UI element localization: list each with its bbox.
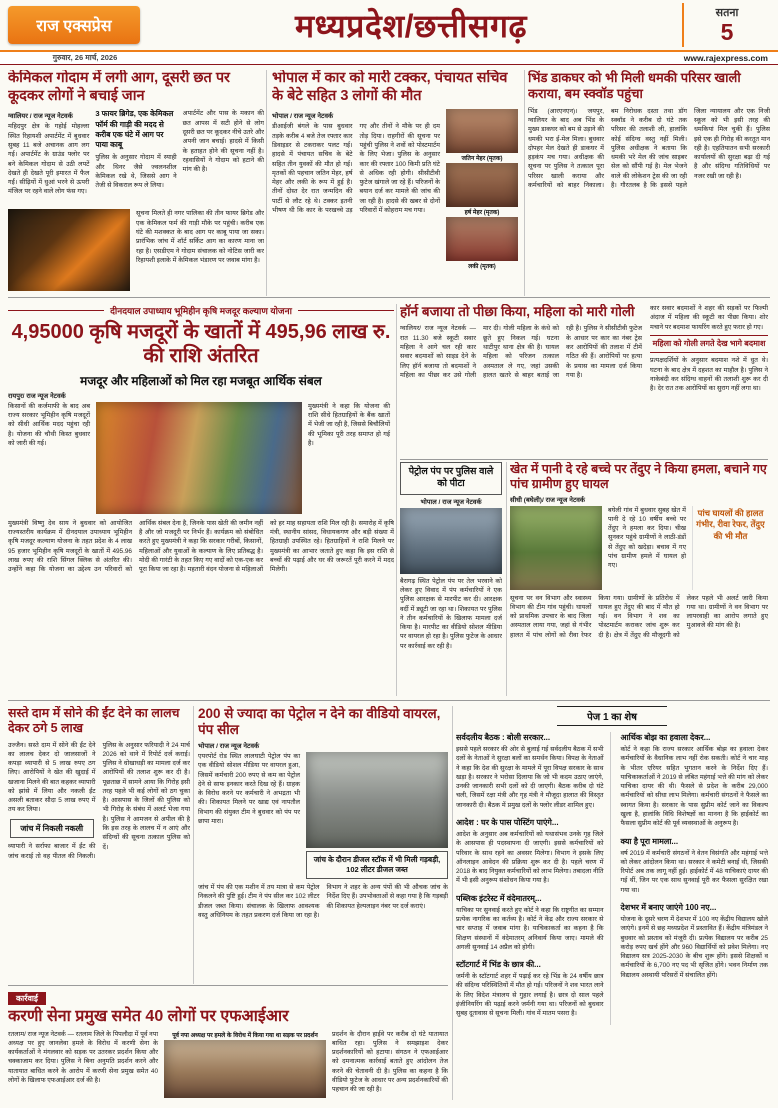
item-headline: स्टॉटगार्ट में भिंड के छात्र की... [456,960,541,970]
issue-date: गुरुवार, 26 मार्च, 2026 [52,53,118,62]
body-text: कोर्ट ने कहा कि राज्य सरकार आर्थिक बोझ का हवाला देकर कर्मचारियों के वैधानिक लाभ नहीं रोक सकती। कोर्ट ने चार माह के भीतर एरियर सहित भुगतान करने के निर्देश दिए हैं। याचिकाकर्ताओं ने 2019 से लंबित महंगाई भत्ते की मांग को लेकर याचिका दायर की थी। फैसले से प्रदेश के करीब 29,000 कर्मचारियों को सीधा लाभ मिलेगा। कर्मचारी संगठनों ने फैसले का स्वागत किया है। सरकार के पास सुप्रीम कोर्ट जाने का विकल्प खुला है, हालांकि विधि विशेषज्ञों का मानना है कि हाईकोर्ट का फैसला सुप्रीम कोर्ट की पूर्व व्यवस्थाओं के अनुरूप है। [620,746,768,828]
article-horn-shooting [400,304,768,456]
body-text: किसानों की कर्जमाफी के बाद अब राज्य सरकार भूमिहीन कृषि मजदूरों को सीधी आर्थिक मदद पहुंचा रही है। योजना की चौथी किस्त बुधवार को जारी की गई। [8,402,90,447]
item-headline: देशभर में बनाए जाएंगे 100 नए... [620,902,717,912]
item-headline: आर्थिक बोझ का हवाला देकर... [620,733,711,742]
body-text [8,741,190,963]
article-headline: भोपाल में कार को मारी टक्कर, पंचायत सचिव के बेटे सहित 3 लोगों की मौत [272,70,508,104]
item-headline: पब्लिक इंटरेस्ट में वंदेमातरम्... [456,893,542,903]
continuation-column-left [456,732,611,1025]
body-text: इससे पहले सरकार की ओर से बुलाई गई सर्वदलीय बैठक में सभी दलों के नेताओं ने सुरक्षा बलों का समर्थन किया। विपक्ष के नेताओं ने कहा कि देश की सुरक्षा के मामले में पूरा विपक्ष सरकार के साथ खड़ा है। सरकार ने भरोसा दिलाया कि जो भी कदम उठाए जाएंगे, उनकी जानकारी सभी दलों को दी जाएगी। बैठक करीब दो घंटे चली, जिसमें रक्षा मंत्री और गृह मंत्री ने मौजूदा हालात की विस्तृत जानकारी दी। बैठक में प्रमुख दलों के फ्लोर लीडर शामिल हुए। [456,746,604,809]
photo-caption: जतिन मेहर (मृतक) [461,156,503,163]
article-subhead: मजदूर और महिलाओं को मिल रहा मजबूत आर्थिक संबल [80,373,322,388]
body-text: सूचना पर वन विभाग और स्वास्थ्य विभाग की टीम गांव पहुंची। घायलों को प्राथमिक उपचार के बाद जिला अस्पताल लाया गया, जहां से गंभीर हालत में पांच लोगों को रीवा रेफर किया गया। ग्रामीणों के प्रतिरोध में घायल हुए तेंदुए की बाद में मौत हो गई। वन विभाग ने शव का पोस्टमार्टम कराकर जांच शुरू कर दी है। क्षेत्र में तेंदुए की मौजूदगी को लेकर पहले भी अलर्ट जारी किया गया था। ग्रामीणों ने वन विभाग पर लापरवाही का आरोप लगाते हुए मुआवजे की मांग की है। [510,594,768,639]
divider [8,700,770,701]
body-text: ग्वालियर/ राज न्यूज नेटवर्क — रात 11.30 बजे स्कूटी सवार महिला ने आगे चल रही कार सवार बदमाशों को साइड देने के लिए हॉर्न बजाया तो बदमाशों ने महिला का पीछा कर उसे गोली मार दी। गोली महिला के कंधे को छूते हुए निकल गई। घटना थाटीपुर थाना क्षेत्र की है। घायल महिला को परिजन तत्काल अस्पताल ले गए, जहां उसकी हालत खतरे से बाहर बताई जा रही है। पुलिस ने सीसीटीवी फुटेज के आधार पर कार का नंबर ट्रेस कर आरोपियों की तलाश में टीमें गठित की हैं। आरोपियों पर हत्या के प्रयास का मामला दर्ज किया गया है। [400,325,642,379]
article-headline: 4,95000 कृषि मजदूरों के खातों में 495,96 लाख रु. की राशि अंतरित [11,321,391,368]
body-text: भिंड (आरएनएन)। जयपुर, ग्वालियर के बाद अब भिंड के मुख्य डाकघर को बम से उड़ाने की धमकी भरा ई-मेल मिला। बुधवार दोपहर मेल देखते ही डाकघर में हड़कंप मच गया। अधीक्षक की सूचना पर पुलिस ने तत्काल पूरा परिसर खाली कराया और कर्मचारियों को बाहर निकाला। बम निरोधक दस्ता तथा डॉग स्क्वॉड ने करीब दो घंटे तक परिसर की तलाशी ली, हालांकि कोई संदिग्ध वस्तु नहीं मिली। पुलिस अधीक्षक ने बताया कि धमकी भरे मेल की जांच साइबर सेल को सौंपी गई है। मेल भेजने वाले की लोकेशन ट्रेस की जा रही है। गौरतलब है कि इससे पहले जिला न्यायालय और एक निजी स्कूल को भी इसी तरह की धमकियां मिल चुकी हैं। पुलिस इसे एक ही गिरोह की करतूत मान रही है। एहतियातन सभी सरकारी कार्यालयों की सुरक्षा बढ़ा दी गई है और संदिग्ध गतिविधियों पर नजर रखी जा रही है। [528,107,770,189]
article-leopard-attack [510,462,768,696]
article-petrol-video [198,706,448,984]
article-column [95,109,176,205]
body-text: जर्मनी के स्टॉटगार्ट शहर में पढ़ाई कर रहे भिंड के 24 वर्षीय छात्र की संदिग्ध परिस्थितियों में मौत हो गई। परिजनों ने शव भारत लाने के लिए विदेश मंत्रालय से गुहार लगाई है। छात्र दो साल पहले इंजीनियरिंग की पढ़ाई करने जर्मनी गया था। परिजनों को बुधवार सुबह दूतावास से सूचना मिली। गांव में मातम पसरा है। [456,973,604,1018]
highlight-box: पांच घायलों की हालत गंभीर, रीवा रेफर, तेंदुए की भी मौत [692,506,768,590]
continuation-item [456,959,604,1018]
article-headline: खेत में पानी दे रहे बच्चे पर तेंदुए ने किया हमला, बचाने गए पांच ग्रामीण हुए घायल [510,462,767,492]
body-text: डीआईजी बंगले के पास बुधवार तड़के करीब 4 बजे तेज रफ्तार कार डिवाइडर से टकराकर पलट गई। हादसे में पंचायत सचिव के बेटे सहित तीन युवकों की मौत हो गई। मृतकों की पहचान जतिन मेहर, हर्ष मेहर और लकी के रूप में हुई है। तीनों दोस्त देर रात जन्मदिन की पार्टी से लौट रहे थे। टक्कर इतनी भीषण थी कि कार के परखच्चे उड़ गए और तीनों ने मौके पर ही दम तोड़ दिया। राहगीरों की सूचना पर पहुंची पुलिस ने शवों को पोस्टमार्टम के लिए भेजा। पुलिस के अनुसार कार की रफ्तार 100 किमी प्रति घंटे से अधिक रही होगी। सीसीटीवी फुटेज खंगाले जा रहे हैं। परिजनों के बयान दर्ज कर मामले की जांच की जा रही है। हादसे की खबर से दोनों परिवारों में कोहराम मच गया। [272,123,440,214]
body-text: सूचना मिलते ही नगर पालिका की तीन फायर ब्रिगेड और एक केमिकल फर्म की गाड़ी मौके पर पहुंची। करीब एक घंटे की मशक्कत के बाद आग पर काबू पाया जा सका। प्रारंभिक जांच में शॉर्ट सर्किट आग का कारण माना जा रहा है। एसडीएम ने गोदाम संचालक को नोटिस जारी कर रिहायशी इलाके में केमिकल भंडारण पर जवाब मांगा है। [136,210,264,264]
divider [8,297,770,298]
article-gold-fraud [8,706,190,984]
continuation-column-right [621,732,769,1025]
teaser-text: 3 फायर ब्रिगेड, एक केमिकल फॉर्म की गाड़ी की मदद से करीब एक घंटे में आग पर पाया काबू [95,109,174,150]
article-media-column [164,1030,326,1098]
petrol-pump-raid-photo [306,752,448,848]
continuation-item [456,893,604,952]
article-headline: 200 से ज्यादा का पेट्रोल न देने का वीडियो वायरल, पंप सील [198,706,441,738]
protest-photo [164,1040,326,1098]
item-headline: सर्वदलीय बैठक : बोली सरकार... [456,733,551,742]
edition-title: मध्यप्रदेश/छत्तीसगढ़ [294,7,528,44]
page1-continuation [456,706,768,1100]
city-page-block [682,3,770,46]
newspaper-logo: राज एक्सप्रेस [8,6,140,44]
body-text: मुख्यमंत्री विष्णु देव साय ने बुधवार को आयोजित राज्यस्तरीय कार्यक्रम में दीनदयाल उपाध्याय भूमिहीन कृषि मजदूर कल्याण योजना के तहत प्रदेश के 4 लाख 95 हजार भूमिहीन कृषि मजदूरों के खातों में 495.96 लाख रुपए की राशि सिंगल क्लिक से अंतरित की। उन्होंने कहा कि योजना का उद्देश्य उन परिवारों को आर्थिक संबल देना है, जिनके पास खेती की जमीन नहीं है और जो मजदूरी पर निर्भर हैं। कार्यक्रम को संबोधित करते हुए मुख्यमंत्री ने कहा कि सरकार गरीबों, किसानों, महिलाओं और युवाओं के कल्याण के लिए प्रतिबद्ध है। मोदी की गारंटी के तहत किए गए वादों को एक-एक कर पूरा किया जा रहा है। महतारी वंदन योजना से महिलाओं को हर माह सहायता राशि मिल रही है। समारोह में कृषि मंत्री, स्थानीय सांसद, विधायकगण और बड़ी संख्या में हितग्राही उपस्थित रहे। हितग्राहियों ने राशि मिलने पर मुख्यमंत्री का आभार जताते हुए कहा कि इस राशि से बच्चों की पढ़ाई और घर की जरूरतें पूरी करने में मदद मिलेगी। [8,519,394,574]
byline: रायपुर/ राज न्यूज नेटवर्क [8,392,66,400]
petrol-pump-photo [400,508,502,574]
fire-photo [8,209,130,291]
article-headline: हॉर्न बजाया तो पीछा किया, महिला को मारी गोली [400,304,635,319]
body-text: याचिका पर सुनवाई करते हुए कोर्ट ने कहा कि राष्ट्रगीत का सम्मान प्रत्येक नागरिक का कर्तव्य है। कोर्ट ने केंद्र और राज्य सरकार से चार सप्ताह में जवाब मांगा है। याचिकाकर्ता का कहना है कि शिक्षण संस्थानों में वंदेमातरम् अनिवार्य किया जाए। मामले की अगली सुनवाई 14 अप्रैल को होगी। [456,906,604,951]
body-text: बघेली गांव में बुधवार सुबह खेत में पानी दे रहे 10 वर्षीय बच्चे पर तेंदुए ने हमला कर दिया। चीख सुनकर पहुंचे ग्रामीणों ने लाठी-डंडों से तेंदुए को खदेड़ा। बचाव में गए पांच ग्रामीण हमले में घायल हो गए। [608,506,686,570]
byline: भोपाल / राज न्यूज नेटवर्क [198,742,260,750]
pullquote-box: महिला को गोली लगते देख भागे बदमाश [650,335,768,353]
item-headline: क्या है पूरा मामला... [620,836,679,846]
masthead [0,0,778,50]
victim-photo [446,217,518,261]
article-headline: पेट्रोल पंप पर पुलिस वाले को पीटा [400,462,502,495]
photo-caption: हर्ष मेहर (मृतक) [464,210,500,217]
scheme-event-photo [96,402,302,514]
section-kicker: कार्रवाई [8,992,46,1005]
article-column [8,109,89,205]
byline: ग्वालियर / राज न्यूज नेटवर्क [8,113,73,121]
continuation-item [621,732,769,829]
body-text: कार सवार बदमाशों ने शहर की सड़कों पर फिल्मी अंदाज में महिला की स्कूटी का पीछा किया। शोर मचाने पर बदमाश फायरिंग करते हुए फरार हो गए। [650,305,768,331]
article-karni-fir [8,988,448,1100]
body-text: महिदपुर क्षेत्र के गहोई मोहल्ला स्थित रिहायशी अपार्टमेंट में बुधवार सुबह 11 बजे अचानक आग लग गई। अपार्टमेंट के ग्राउंड फ्लोर पर बने केमिकल गोदाम से उठी लपटें देखते ही देखते पूरी इमारत में फैल गईं। सीढ़ियों में धुआं भरने से ऊपरी मंजिल पर रहने वाले लोग फंस गए। [8,123,90,196]
divider [506,462,507,696]
victim-photo-stack [446,109,518,294]
body-text: मुख्यमंत्री ने कहा कि योजना की राशि सीधे हितग्राहियों के बैंक खातों में भेजी जा रही है, जिससे बिचौलियों की भूमिका पूरी तरह समाप्त हो गई है। [308,402,390,447]
body-text: व्यापारी ने सर्राफा बाजार में ईंट की जांच कराई तो वह पीतल की निकली। पुलिस के अनुसार फरियादी ने 24 मार्च 2026 को थाने में रिपोर्ट दर्ज कराई। पुलिस ने धोखाधड़ी का मामला दर्ज कर आरोपियों की तलाश शुरू कर दी है। पूछताछ में सामने आया कि गिरोह इसी तरह पहले भी कई लोगों को ठग चुका है। आसपास के जिलों की पुलिस को भी गिरोह के संबंध में अलर्ट भेजा गया है। पुलिस ने आमजन से अपील की है कि इस तरह के लालच में न आएं और संदिग्धों की सूचना तत्काल पुलिस को दें। [8,741,190,860]
divider [524,70,525,296]
article-headline: करणी सेना प्रमुख समेत 40 लोगों पर एफआईआर [8,1008,289,1025]
leopard-scene-photo [510,506,602,590]
city-name: सतना [715,7,739,20]
article-car-crash [272,70,520,296]
byline: सीधी (बघेली)/ राज न्यूज नेटवर्क [510,496,585,504]
photo-caption: पूर्व नपा अध्यक्ष पर हमले के विरोध में किया गया था सड़क पर प्रदर्शन [172,1032,318,1039]
continuation-header: पेज 1 का शेष [557,706,667,726]
divider [396,304,397,696]
item-headline: आदेश : घर के पास पोस्टिंग पाएंगे... [456,817,559,827]
continuation-item [456,817,604,886]
continuation-item [621,902,769,980]
masthead-info-row [0,50,778,65]
article-headline: सस्ते दाम में सोने की ईंट देने का लालच देकर ठगे 5 लाख [8,706,180,736]
article-chemical-fire [8,70,264,296]
article-side-column [650,304,768,456]
article-column [272,109,440,294]
website-url: www.rajexpress.com [683,53,768,63]
article-labour-scheme [8,304,394,696]
body-text: प्रदर्शन के दौरान हाईवे पर करीब दो घंटे यातायात बाधित रहा। पुलिस ने समझाइश देकर प्रदर्शनकारियों को हटाया। संगठन ने एफआईआर को दमनात्मक कार्रवाई बताते हुए आंदोलन तेज करने की चेतावनी दी है। पुलिस का कहना है कि वीडियो फुटेज के आधार पर अन्य प्रदर्शनकारियों की पहचान की जा रही है। [332,1030,448,1094]
highlight-box: जांच में निकली नकली [10,819,94,839]
victim-photo [446,109,518,153]
body-text: उज्जैन। सस्ते दाम में सोने की ईंट देने का लालच देकर दो जालसाजों ने कपड़ा व्यापारी से 5 लाख रुपए ठग लिए। आरोपियों ने खेत की खुदाई में खजाना मिलने की बात कहकर व्यापारी को झांसे में लिया और नकली ईंट असली बताकर सौदा 5 लाख रुपए में तय कर लिया। [8,741,96,814]
article-headline: भिंड डाकघर को भी मिली धमकी परिसर खाली कराया, बम स्क्वॉड पहुंचा [528,70,741,101]
body-text: प्रत्यक्षदर्शियों के अनुसार बदमाश नशे में धुत थे। घटना के बाद क्षेत्र में दहशत का माहौल है। पुलिस ने नाकेबंदी कर संदिग्ध वाहनों की तलाशी शुरू कर दी है। देर रात तक आरोपियों का सुराग नहीं लगा था। [650,357,768,393]
page-number: 5 [720,19,734,46]
body-text: आदेश के अनुसार अब कर्मचारियों को यथासंभव उनके गृह जिले के आसपास ही पदस्थापना दी जाएगी। इससे कर्मचारियों को परिवार के साथ रहने का अवसर मिलेगा। विभाग ने इसके लिए ऑनलाइन आवेदन की प्रक्रिया शुरू कर दी है। पहले चरण में 2018 के बाद नियुक्त कर्मचारियों को लाभ मिलेगा। तबादला नीति में भी इसी अनुरूप संशोधन किया गया है। [456,830,604,885]
divider [400,459,768,460]
body-text: वर्ष 2019 में कर्मचारी संगठनों ने वेतन विसंगति और महंगाई भत्ते को लेकर आंदोलन किया था। सरकार ने कमेटी बनाई थी, जिसकी रिपोर्ट अब तक लागू नहीं हुई। हाईकोर्ट में 48 याचिकाएं दायर की गई थीं, जिन पर एक साथ सुनवाई पूरी कर फैसला सुरक्षित रखा गया था। [620,849,768,894]
article-bhind-threat [528,70,770,296]
byline: भोपाल / राज न्यूज नेटवर्क [272,113,334,121]
article-column [183,109,264,205]
divider [452,706,453,1100]
article-main [400,304,642,456]
body-text: एयरपोर्ट रोड स्थित लालघाटी पेट्रोल पंप का एक वीडियो सोशल मीडिया पर वायरल हुआ, जिसमें कर्मचारी 200 रुपए से कम का पेट्रोल देने से साफ इनकार करते दिख रहे हैं। ग्राहक के विरोध करने पर कर्मचारी ने अभद्रता भी की। शिकायत मिलने पर खाद्य एवं नापतौल विभाग की संयुक्त टीम ने बुधवार को पंप पर छापा मारा। [198,752,300,825]
divider [8,985,448,986]
body-text: बैरागढ़ स्थित पेट्रोल पंप पर तेल भरवाने को लेकर हुए विवाद में पंप कर्मचारियों ने एक पुलिस आरक्षक से मारपीट कर दी। आरक्षक वर्दी में ड्यूटी जा रहा था। शिकायत पर पुलिस ने तीन कर्मचारियों के खिलाफ मामला दर्ज किया है। मारपीट का वीडियो सोशल मीडिया पर वायरल हो रहा है। पुलिस फुटेज के आधार पर कार्रवाई कर रही है। [400,577,502,650]
continuation-item [621,836,769,895]
divider [193,706,194,984]
article-cop-beaten [400,462,502,696]
divider [266,70,267,296]
byline: भोपाल / राज न्यूज नेटवर्क [420,498,482,506]
body-text: अपार्टमेंट और पास के मकान की छत आपस में सटी होने से लोग दूसरी छत पर कूदकर नीचे उतरे और अपनी जान बचाई। हादसे में किसी के हताहत होने की सूचना नहीं है। रहवासियों ने गोदाम को हटाने की मांग की है। [182,110,264,174]
continuation-item [456,732,604,810]
photo-caption: लकी (मृतक) [468,264,496,271]
body-text: योजना के दूसरे चरण में देशभर में 100 नए केंद्रीय विद्यालय खोले जाएंगे। इनमें से छह मध्यप्रदेश में प्रस्तावित हैं। केंद्रीय मंत्रिमंडल ने बुधवार को प्रस्ताव को मंजूरी दी। प्रत्येक विद्यालय पर करीब 25 करोड़ रुपए खर्च होंगे और 960 विद्यार्थियों को प्रवेश मिलेगा। नए विद्यालय सत्र 2025-2030 के बीच शुरू होंगे। इससे शिक्षकों व कर्मचारियों के 6,700 नए पद भी सृजित होंगे। भवन निर्माण तक विद्यालय अस्थायी परिसरों में संचालित होंगे। [620,915,768,979]
victim-photo [446,163,518,207]
article-media-column [306,752,448,879]
section-kicker: दीनदयाल उपाध्याय भूमिहीन कृषि मजदूर कल्याण योजना [8,304,394,317]
article-headline: केमिकल गोदाम में लगी आग, दूसरी छत पर कूदकर लोगों ने बचाई जान [8,70,230,104]
highlight-box: जांच के दौरान डीजल स्टॉक में भी मिली गड़बड़ी, 102 लीटर डीजल जब्त [306,851,448,879]
body-text: रतलाम/ राज न्यूज नेटवर्क — रतलाम जिले के पिपलौदा में पूर्व नपा अध्यक्ष पर हुए जानलेवा हमले के विरोध में करणी सेना के कार्यकर्ताओं ने मंगलवार को सड़क पर उतरकर प्रदर्शन किया और चक्काजाम कर दिया। पुलिस ने बिना अनुमति प्रदर्शन करने और यातायात बाधित करने के आरोप में करणी सेना प्रमुख समेत 40 लोगों के खिलाफ एफआईआर दर्ज की है। [8,1030,158,1084]
body-text: पुलिस के अनुसार गोदाम में स्याही और थिनर जैसे ज्वलनशील केमिकल रखे थे, जिससे आग ने तेजी से विकराल रूप ले लिया। [95,154,177,190]
body-text: जांच में पंप की एक मशीन में तय मात्रा से कम पेट्रोल निकलने की पुष्टि हुई। टीम ने पंप सील कर 102 लीटर डीजल जब्त किया। संचालक के खिलाफ आवश्यक वस्तु अधिनियम के तहत प्रकरण दर्ज किया जा रहा है। विभाग ने शहर के अन्य पंपों की भी औचक जांच के निर्देश दिए हैं। उपभोक्ताओं से कहा गया है कि गड़बड़ी की शिकायत हेल्पलाइन नंबर पर दर्ज कराएं। [198,884,448,920]
